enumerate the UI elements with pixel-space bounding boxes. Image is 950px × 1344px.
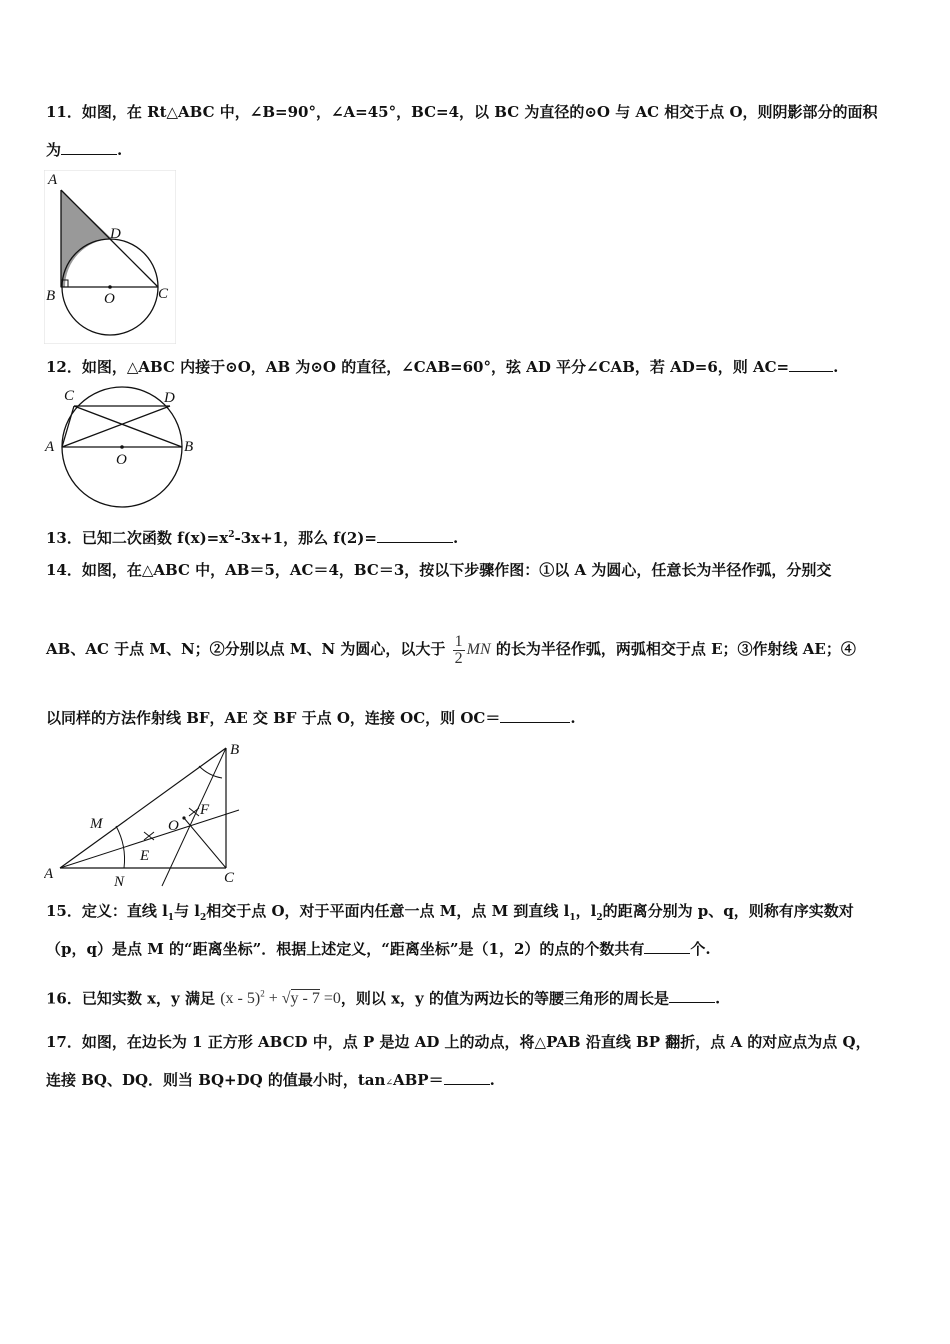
answer-blank-16 (669, 988, 715, 1003)
label-c-14: C (224, 870, 235, 886)
answer-blank-14 (500, 708, 570, 723)
q12-line (46, 357, 838, 377)
q16-expr-eq: =0 (319, 990, 341, 1008)
q14-line3-pre: 以同样的方法作射线 BF，AE 交 BF 于点 O，连接 OC，则 OC＝ (46, 709, 501, 727)
q15-line1 (46, 901, 854, 928)
q16-expr-root: y - 7 (290, 990, 320, 1008)
fraction-var: MN (466, 641, 491, 658)
answer-blank-15 (644, 939, 690, 954)
q11-line2-post: . (117, 141, 123, 159)
label-c: C (158, 286, 169, 302)
q16-pre: 16．已知实数 x，y 满足 (46, 989, 215, 1008)
q13-sup: 2 (228, 530, 235, 540)
label-a-12: A (45, 439, 55, 455)
q13-pre: 13．已知二次函数 f(x)=x (46, 529, 229, 547)
q17-line2-mid: ABP＝ (392, 1071, 444, 1089)
label-b: B (46, 288, 56, 304)
q15-line2 (46, 939, 711, 959)
fraction-half (453, 634, 465, 667)
label-o-14: O (168, 818, 179, 834)
answer-blank-13 (377, 528, 453, 543)
answer-blank-12 (789, 357, 833, 372)
q15-sub4: 2 (596, 913, 603, 923)
shaded-region (61, 190, 112, 287)
q15-line1-d: ，l (575, 902, 597, 920)
figure-12 (44, 385, 199, 513)
angle-symbol: ∠ (385, 1078, 393, 1088)
label-f-14: F (200, 802, 210, 818)
q17-line2 (46, 1070, 495, 1093)
q16-line (46, 984, 720, 1009)
q16-expr-plus: + (264, 990, 282, 1008)
q14-line2-pre: AB、AC 于点 M、N；②分别以点 M、N 为圆心，以大于 (46, 640, 446, 658)
q11-line2 (46, 140, 122, 160)
q16-expr-a: (x - 5) (220, 990, 261, 1008)
q13-mid: -3x+1，那么 f(2)= (234, 529, 377, 547)
label-b-14: B (230, 742, 240, 758)
q16-post-a: ，则以 x，y 的值为两边长的等腰三角形的周长是 (340, 989, 669, 1008)
answer-blank-11 (61, 140, 117, 155)
answer-blank-17 (444, 1070, 490, 1085)
label-o-12: O (116, 452, 127, 468)
label-o: O (104, 291, 115, 307)
label-e-14: E (140, 848, 150, 864)
q14-line1: 14．如图，在△ABC 中，AB＝5，AC＝4，BC＝3，按以下步骤作图：①以 A 为圆心，任意长为半径作弧，分别交 (46, 561, 832, 579)
label-b-12: B (184, 439, 194, 455)
q15-sub1: 1 (167, 913, 175, 923)
fraction-numerator: 1 (454, 632, 463, 650)
label-a: A (48, 172, 58, 188)
q11-line2-pre: 为 (46, 141, 62, 159)
q15-line2-pre: （p，q）是点 M 的“距离坐标”．根据上述定义，“距离坐标”是（1，2）的点的个数共有 (46, 940, 645, 958)
q12-text: 12．如图，△ABC 内接于⊙O，AB 为⊙O 的直径，∠CAB=60°，弦 AD 平分∠CAB，若 AD=6，则 AC= (46, 358, 790, 376)
q16-expr-sup: 2 (260, 989, 265, 999)
label-m-14: M (90, 816, 103, 832)
label-n-14: N (114, 874, 125, 890)
q17-line2-post: . (489, 1071, 495, 1089)
q13-line (46, 525, 458, 548)
label-c-12: C (64, 388, 75, 404)
q13-post: . (452, 529, 459, 547)
figure-11 (44, 170, 176, 344)
q15-sub3: 1 (569, 913, 576, 923)
figure-14 (44, 738, 250, 890)
label-d: D (110, 226, 121, 242)
fraction-denominator: 2 (454, 649, 463, 667)
q11-line1: 11．如图，在 Rt△ABC 中，∠B=90°，∠A=45°，BC=4，以 BC 为直径的⊙O 与 AC 相交于点 O，则阴影部分的面积 (46, 103, 878, 121)
q17-line1: 17．如图，在边长为 1 正方形 ABCD 中，点 P 是边 AD 上的动点，将△PAB 沿直线 BP 翻折，点 A 的对应点为点 Q， (46, 1033, 871, 1051)
label-d-12: D (164, 390, 175, 406)
label-a-14: A (44, 866, 54, 882)
q14-line3-post: . (570, 709, 576, 727)
q15-sub2: 2 (199, 913, 207, 923)
q15-line1-a: 15．定义：直线 l (46, 902, 168, 920)
q15-line1-b: 与 l (174, 902, 200, 920)
q16-expression (220, 990, 341, 1007)
q14-line2 (46, 624, 856, 674)
q16-post-b: . (714, 989, 721, 1008)
q15-line1-c: 相交于点 O，对于平面内任意一点 M，点 M 到直线 l (206, 902, 570, 920)
q17-line2-pre: 连接 BQ、DQ．则当 BQ+DQ 的值最小时，tan (46, 1071, 386, 1089)
q12-post: . (833, 358, 839, 376)
sqrt-sign: √ (281, 990, 291, 1008)
q14-line2-post: 的长为半径作弧，两弧相交于点 E；③作射线 AE；④ (495, 640, 856, 658)
q14-line3 (46, 708, 576, 728)
q15-line1-e: 的距离分别为 p、q，则称有序实数对 (602, 902, 854, 920)
q15-line2-post: 个. (690, 940, 711, 958)
